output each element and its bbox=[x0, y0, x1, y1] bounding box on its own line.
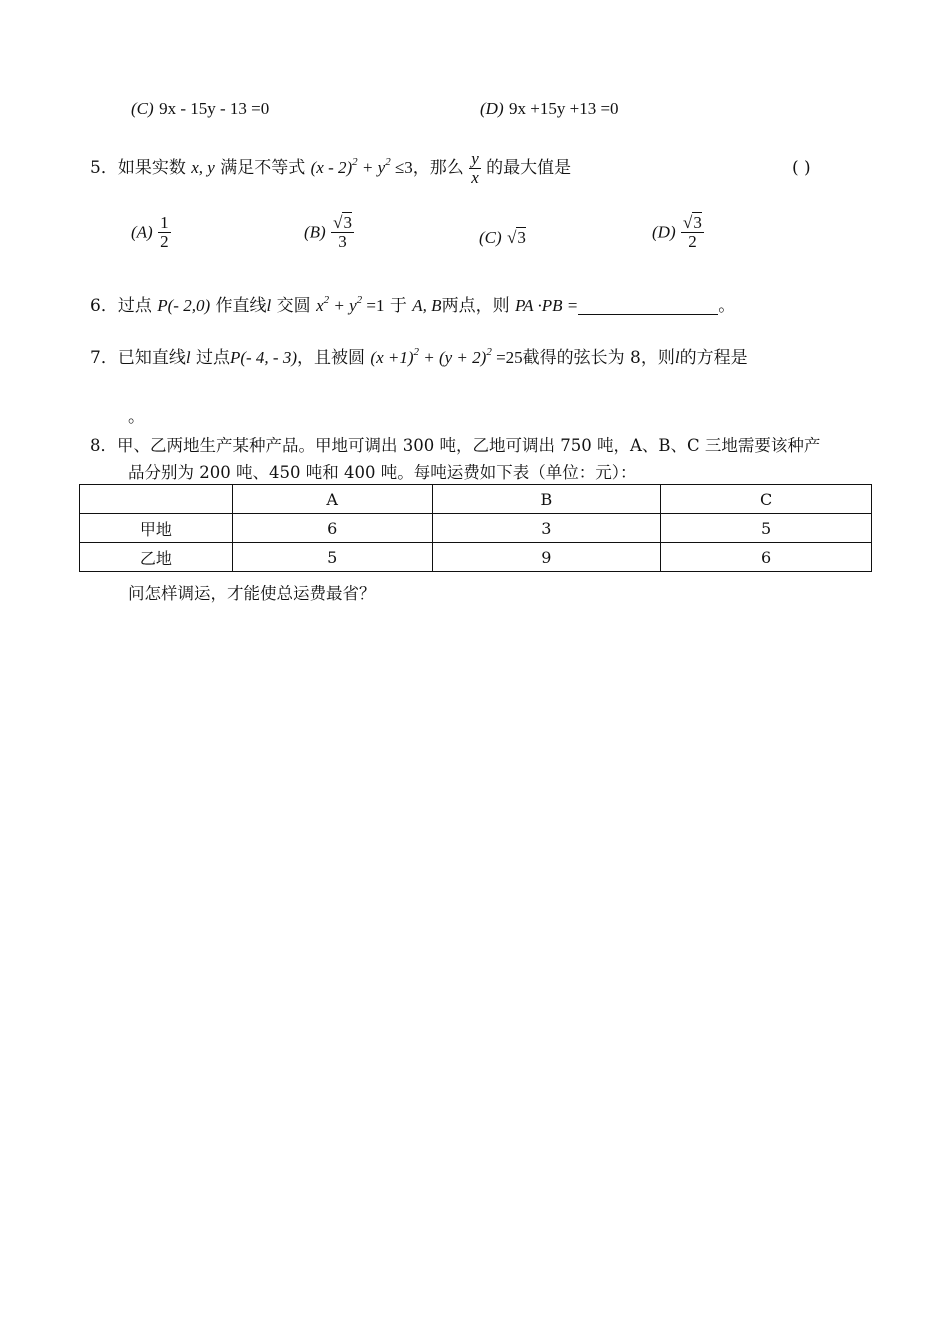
table-cell: 6 bbox=[661, 543, 872, 572]
q4-option-c bbox=[131, 99, 269, 119]
table-cell: 5 bbox=[661, 514, 872, 543]
table-cell: 5 bbox=[232, 543, 432, 572]
q5-option-a: (A) $\frac{1}{2}$ bbox=[131, 213, 169, 251]
question-text: 两点，则 bbox=[441, 296, 510, 316]
fraction: $\frac{√3}{2}$ bbox=[683, 213, 702, 251]
table-row bbox=[80, 514, 872, 543]
table-cell: 3 bbox=[432, 514, 661, 543]
option-label: (C) bbox=[131, 99, 154, 118]
question-6 bbox=[90, 291, 735, 321]
q5-option-d: (D) $\frac{√3}{2}$ bbox=[652, 213, 702, 251]
question-text: 截得的弦长为 8，则 bbox=[522, 348, 675, 368]
question-text: 的最大值是 bbox=[486, 158, 572, 178]
math-point: P(- 4, - 3) bbox=[229, 348, 297, 367]
question-number: 5． bbox=[90, 158, 118, 178]
table-row bbox=[80, 543, 872, 572]
math-points: A, B bbox=[412, 296, 442, 315]
q8-line-2: 品分别为 200 吨、450 吨和 400 吨。每吨运费如下表（单位：元）： bbox=[128, 463, 637, 482]
table-header-cell: C bbox=[661, 485, 872, 514]
inequality: $(x - 2)^2 + y^2 \le 3$ bbox=[310, 156, 413, 177]
table-header-cell: A bbox=[232, 485, 432, 514]
question-7 bbox=[90, 343, 748, 373]
question-number: 7． bbox=[90, 348, 118, 368]
question-text: ，且被圆 bbox=[297, 348, 365, 368]
freight-cost-table bbox=[79, 484, 872, 572]
circle-equation: $x^2 + y^2 =1$ bbox=[316, 294, 385, 315]
question-text: 。 bbox=[718, 296, 736, 316]
option-expr: 9x +15y +13 =0 bbox=[509, 99, 619, 118]
question-text: 作直线 bbox=[215, 296, 267, 316]
option-label: (D) bbox=[480, 99, 504, 118]
fraction-y-over-x: $\frac{y}{x}$ bbox=[471, 149, 479, 187]
question-text: 交圆 bbox=[276, 296, 311, 316]
option-expr: 9x - 15y - 13 =0 bbox=[159, 99, 270, 118]
question-text: ，那么 bbox=[412, 158, 464, 178]
question-text: 的方程是 bbox=[679, 348, 748, 368]
math-line: l bbox=[674, 348, 680, 367]
table-cell: 6 bbox=[232, 514, 432, 543]
answer-blank[interactable] bbox=[578, 296, 718, 315]
table-cell: 乙地 bbox=[80, 543, 233, 572]
sqrt-value: √3 bbox=[507, 228, 526, 247]
q7-end-mark: 。 bbox=[128, 407, 145, 427]
q5-option-c: (C) √3 bbox=[479, 228, 526, 247]
question-5 bbox=[90, 146, 571, 190]
table-cell: 9 bbox=[432, 543, 661, 572]
question-text: 已知直线 bbox=[117, 348, 186, 368]
math-product: PA ·PB = bbox=[514, 296, 579, 315]
table-cell: 甲地 bbox=[80, 514, 233, 543]
question-number: 6． bbox=[90, 296, 118, 316]
table-header-cell bbox=[80, 485, 233, 514]
q8-line-1: 8．甲、乙两地生产某种产品。甲地可调出 300 吨，乙地可调出 750 吨，A、B、C 三地需要该种产 bbox=[90, 436, 821, 455]
question-text: 于 bbox=[389, 296, 407, 316]
math-line: l bbox=[185, 348, 191, 367]
question-text: 过点 bbox=[117, 296, 152, 316]
q5-option-b: (B) $\frac{√3}{3}$ bbox=[304, 213, 352, 251]
fraction: $\frac{√3}{3}$ bbox=[333, 213, 352, 251]
q4-option-d bbox=[480, 99, 619, 119]
circle-equation: $(x +1)^2 + (y + 2)^2 =25$ bbox=[370, 346, 523, 367]
math-line: l bbox=[266, 296, 272, 315]
question-text: 如果实数 bbox=[117, 158, 186, 178]
answer-paren: ( ) bbox=[792, 158, 811, 178]
table-header-cell: B bbox=[432, 485, 661, 514]
math-point: P(- 2,0) bbox=[157, 296, 211, 315]
question-text: 过点 bbox=[195, 348, 230, 368]
fraction: $\frac{1}{2}$ bbox=[160, 213, 169, 251]
question-text: 满足不等式 bbox=[220, 158, 306, 178]
math-vars: x, y bbox=[191, 158, 215, 177]
q8-question: 问怎样调运，才能使总运费最省？ bbox=[128, 584, 376, 603]
table-header-row bbox=[80, 485, 872, 514]
